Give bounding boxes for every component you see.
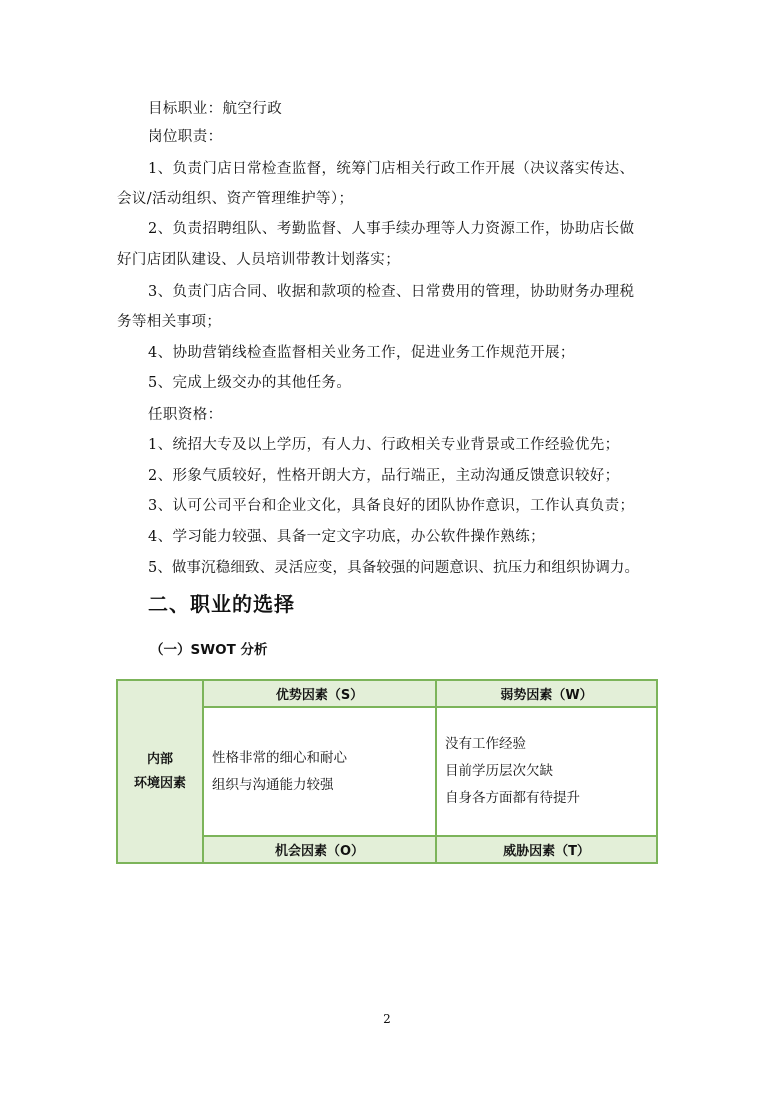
section-heading: 二、职业的选择 <box>148 592 295 616</box>
weakness-item: 没有工作经验 <box>445 736 526 752</box>
qualification-line: 2、形象气质较好，性格开朗大方，品行端正，主动沟通反馈意识较好； <box>148 468 620 484</box>
opportunities-header: 机会因素（O） <box>203 836 436 863</box>
subsection-heading: （一）SWOT 分析 <box>150 642 268 658</box>
qualifications-title: 任职资格： <box>148 407 223 423</box>
qualification-line: 4、学习能力较强、具备一定文字功底，办公软件操作熟练； <box>148 529 546 545</box>
duty-line: 好门店团队建设、人员培训带教计划落实； <box>117 252 401 268</box>
strengths-header: 优势因素（S） <box>203 680 436 707</box>
duty-line: 务等相关事项； <box>117 314 222 330</box>
duties-title: 岗位职责： <box>148 129 223 145</box>
weakness-item: 自身各方面都有待提升 <box>445 790 580 806</box>
duty-line: 4、协助营销线检查监督相关业务工作，促进业务工作规范开展； <box>148 345 575 361</box>
qualification-line: 5、做事沉稳细致、灵活应变，具备较强的问题意识、抗压力和组织协调力。 <box>148 560 640 576</box>
duty-line: 会议/活动组织、资产管理维护等）； <box>117 191 354 207</box>
swot-table <box>116 679 658 864</box>
internal-label-line: 内部 <box>146 751 173 767</box>
qualification-line: 1、统招大专及以上学历，有人力、行政相关专业背景或工作经验优先； <box>148 437 620 453</box>
strength-item: 性格非常的细心和耐心 <box>212 749 347 766</box>
qualification-line: 3、认可公司平台和企业文化，具备良好的团队协作意识，工作认真负责； <box>148 498 635 514</box>
strength-item: 组织与沟通能力较强 <box>212 776 334 793</box>
strengths-cell <box>203 707 436 836</box>
target-job: 目标职业：航空行政 <box>148 101 283 117</box>
weaknesses-header: 弱势因素（W） <box>436 680 657 707</box>
duty-line: 5、完成上级交办的其他任务。 <box>148 375 352 391</box>
duty-line: 2、负责招聘组队、考勤监督、人事手续办理等人力资源工作，协助店长做 <box>148 221 635 237</box>
weakness-item: 目前学历层次欠缺 <box>445 763 553 779</box>
weaknesses-cell <box>436 707 657 836</box>
threats-header: 威胁因素（T） <box>436 836 657 863</box>
duty-line: 3、负责门店合同、收据和款项的检查、日常费用的管理，协助财务办理税 <box>148 284 635 300</box>
page-number: 2 <box>383 1012 391 1026</box>
internal-factors-label-cell <box>117 680 203 863</box>
internal-label-line: 环境因素 <box>133 775 186 791</box>
duty-line: 1、负责门店日常检查监督，统筹门店相关行政工作开展（决议落实传达、 <box>148 161 635 177</box>
